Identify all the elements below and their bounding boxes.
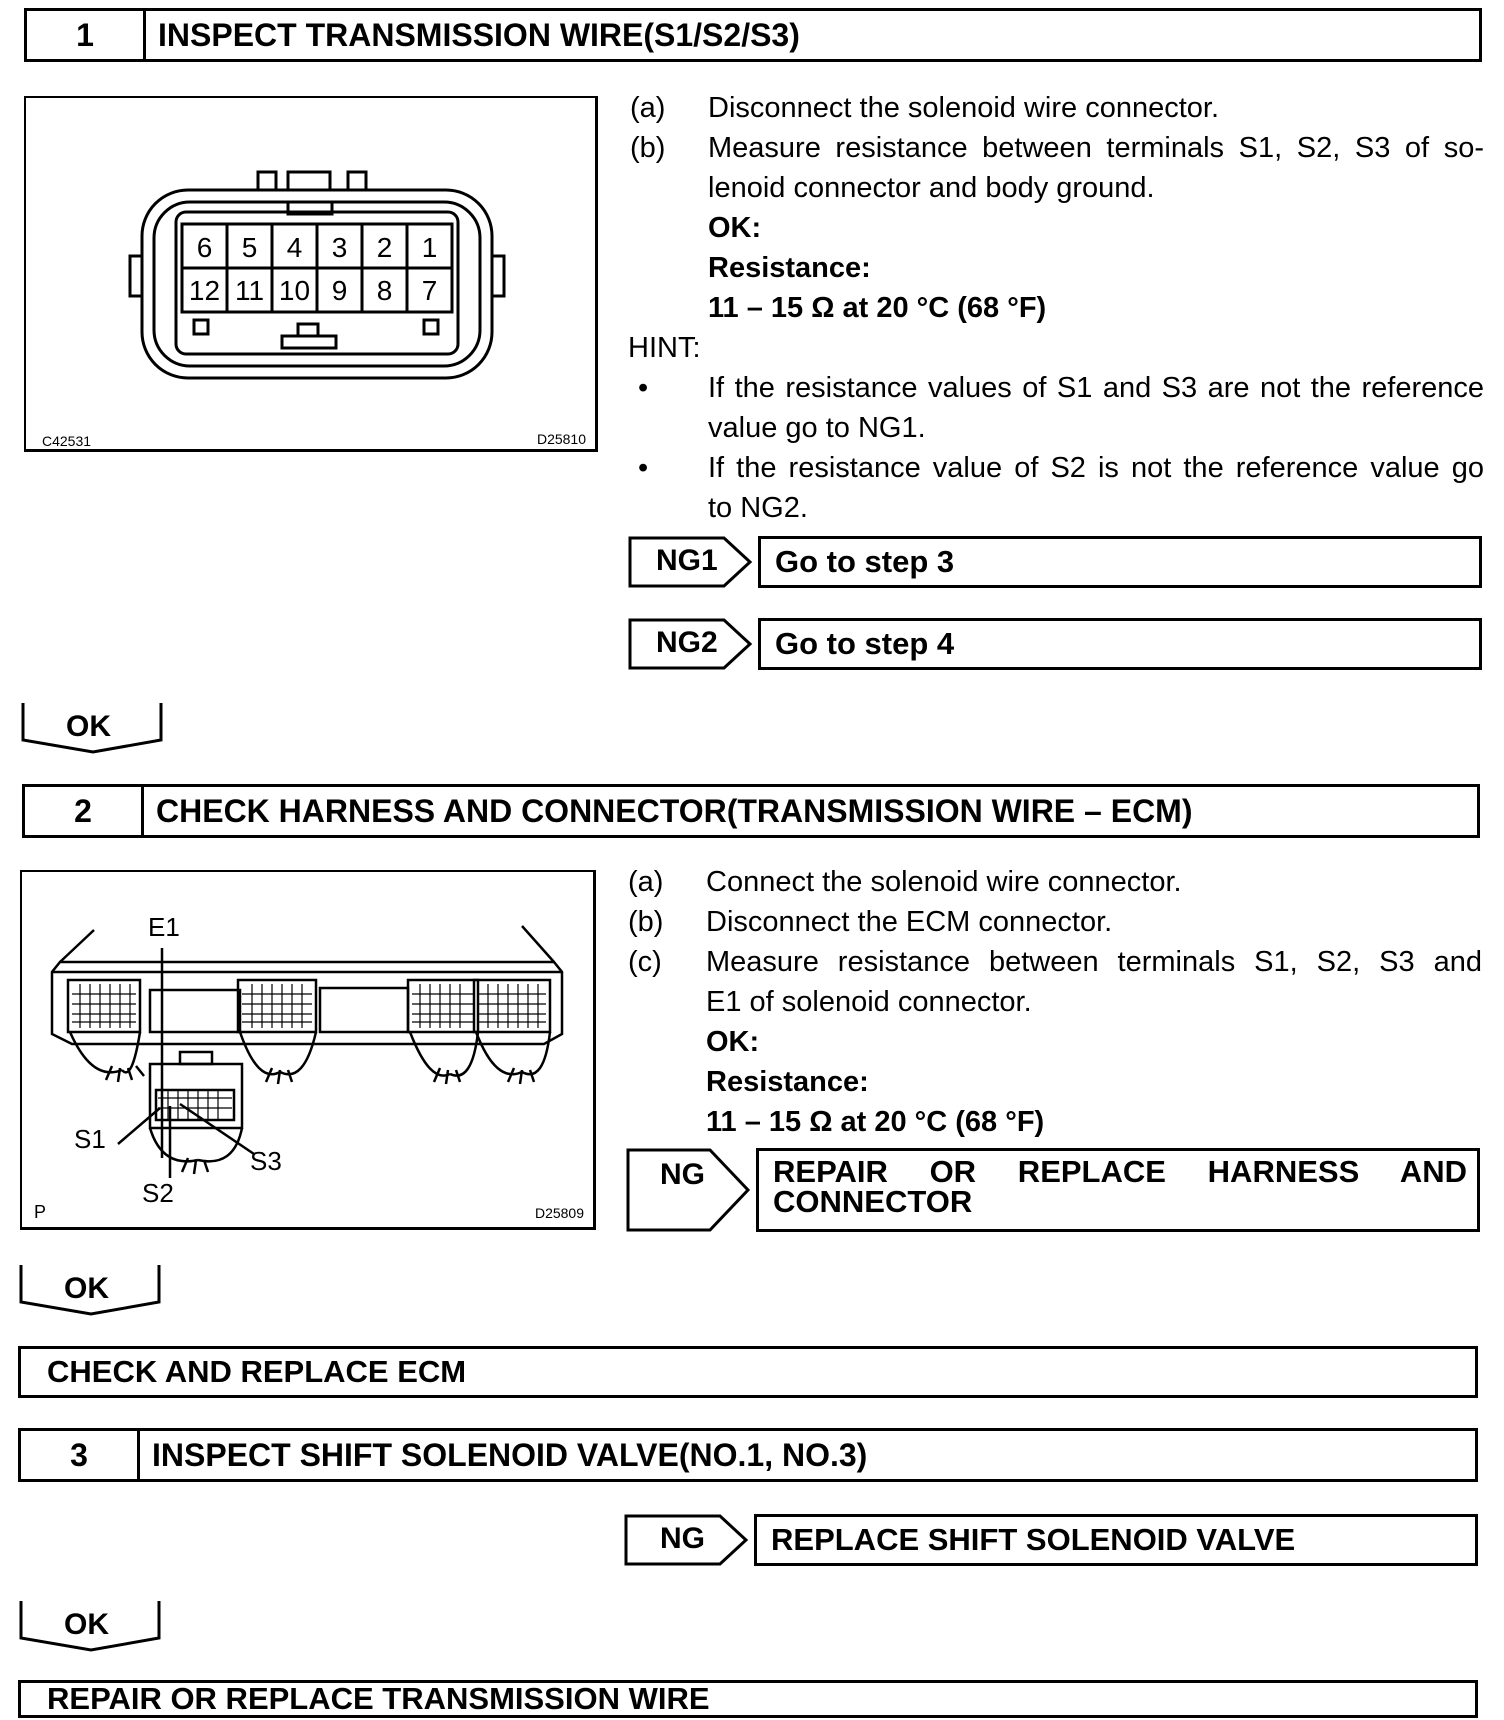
figure-code-right: D25810 [536,431,586,447]
figure-code-right: D25809 [534,1205,584,1221]
step3-header [18,1428,1478,1482]
step1-instr-b-line1: Measure resistance between terminals S1, S2, S3 of so- [708,132,1484,164]
label-s1: S1 [74,1124,106,1154]
step1-instr-a-label: (a) [630,92,666,124]
pin-6: 6 [196,232,213,263]
step2-ok-label: OK: [706,1026,760,1058]
pin-8: 8 [376,275,393,306]
ng2-result: Go to step 4 [758,618,1482,670]
step2-header [22,784,1480,838]
ng1-label: NG1 [656,544,718,577]
step1-hint-label: HINT: [628,332,701,364]
step3-number: 3 [21,1431,140,1479]
step1-connector-figure [24,96,598,452]
step1-ok-label: OK: [708,212,762,244]
step3-ng-result: REPLACE SHIFT SOLENOID VALVE [754,1514,1478,1566]
pin-9: 9 [331,275,348,306]
step1-hint2-line1: If the resistance value of S2 is not the reference value go [708,452,1484,484]
pin-3: 3 [331,232,348,263]
label-s2: S2 [142,1178,174,1208]
step2-instr-c-label: (c) [628,946,662,978]
step2-instr-b-text: Disconnect the ECM connector. [706,906,1113,938]
ecm-harness-diagram [22,872,594,1228]
step2-ng-result [756,1148,1480,1232]
ng1-result: Go to step 3 [758,536,1482,588]
step3-title: INSPECT SHIFT SOLENOID VALVE(NO.1, NO.3) [152,1436,868,1473]
step1-hint1-line1: If the resistance values of S1 and S3 are not the reference [708,372,1484,404]
label-s3: S3 [250,1146,282,1176]
figure-code-left: P [34,1202,47,1222]
step1-instr-b-line2: lenoid connector and body ground. [708,172,1155,204]
step1-number: 1 [27,11,146,59]
step2-instr-b-label: (b) [628,906,664,938]
step1-title: INSPECT TRANSMISSION WIRE(S1/S2/S3) [158,16,800,53]
ng2-label: NG2 [656,626,718,659]
final-result-box: REPAIR OR REPLACE TRANSMISSION WIRE [18,1680,1478,1718]
step2-instr-a-text: Connect the solenoid wire connector. [706,866,1182,898]
step2-resistance-label: Resistance: [706,1066,869,1098]
step1-hint2-line2: to NG2. [708,492,808,524]
step3-ng-label: NG [660,1522,705,1555]
step1-header [24,8,1482,62]
step2-ng-result-line2: CONNECTOR [773,1184,973,1219]
step2-instr-c-line1: Measure resistance between terminals S1, S2, S3 and [706,946,1482,978]
step1-hint1-bullet: • [638,372,649,404]
step2-resistance-value: 11 – 15 Ω at 20 °C (68 °F) [706,1106,1045,1138]
connector-12pin-diagram [26,98,596,450]
pin-4: 4 [286,232,303,263]
step2-instr-c-line2: E1 of solenoid connector. [706,986,1032,1018]
step2-ok-label-arrow: OK [64,1272,109,1305]
check-replace-ecm-box: CHECK AND REPLACE ECM [18,1346,1478,1398]
step2-title: CHECK HARNESS AND CONNECTOR(TRANSMISSION WIRE – ECM) [156,792,1193,829]
pin-7: 7 [421,275,438,306]
pin-1: 1 [421,232,438,263]
step1-instr-b-label: (b) [630,132,666,164]
step1-resistance-label: Resistance: [708,252,871,284]
step2-ng-result-line1: REPAIR OR REPLACE HARNESS AND [773,1154,1467,1189]
label-e1: E1 [148,912,180,942]
pin-11: 11 [234,275,265,306]
step2-ecm-figure [20,870,596,1230]
step1-hint2-bullet: • [638,452,649,484]
pin-2: 2 [376,232,393,263]
step1-hint1-line2: value go to NG1. [708,412,926,444]
pin-12: 12 [188,275,221,306]
step2-ng-label: NG [660,1158,705,1191]
pin-10: 10 [278,275,311,306]
step3-ok-label-arrow: OK [64,1608,109,1641]
pin-5: 5 [241,232,258,263]
step1-resistance-value: 11 – 15 Ω at 20 °C (68 °F) [708,292,1047,324]
step1-instr-a-text: Disconnect the solenoid wire connector. [708,92,1220,124]
step1-ok-label-arrow: OK [66,710,111,743]
figure-code-left: C42531 [42,433,92,449]
step2-instr-a-label: (a) [628,866,664,898]
step2-number: 2 [25,787,144,835]
